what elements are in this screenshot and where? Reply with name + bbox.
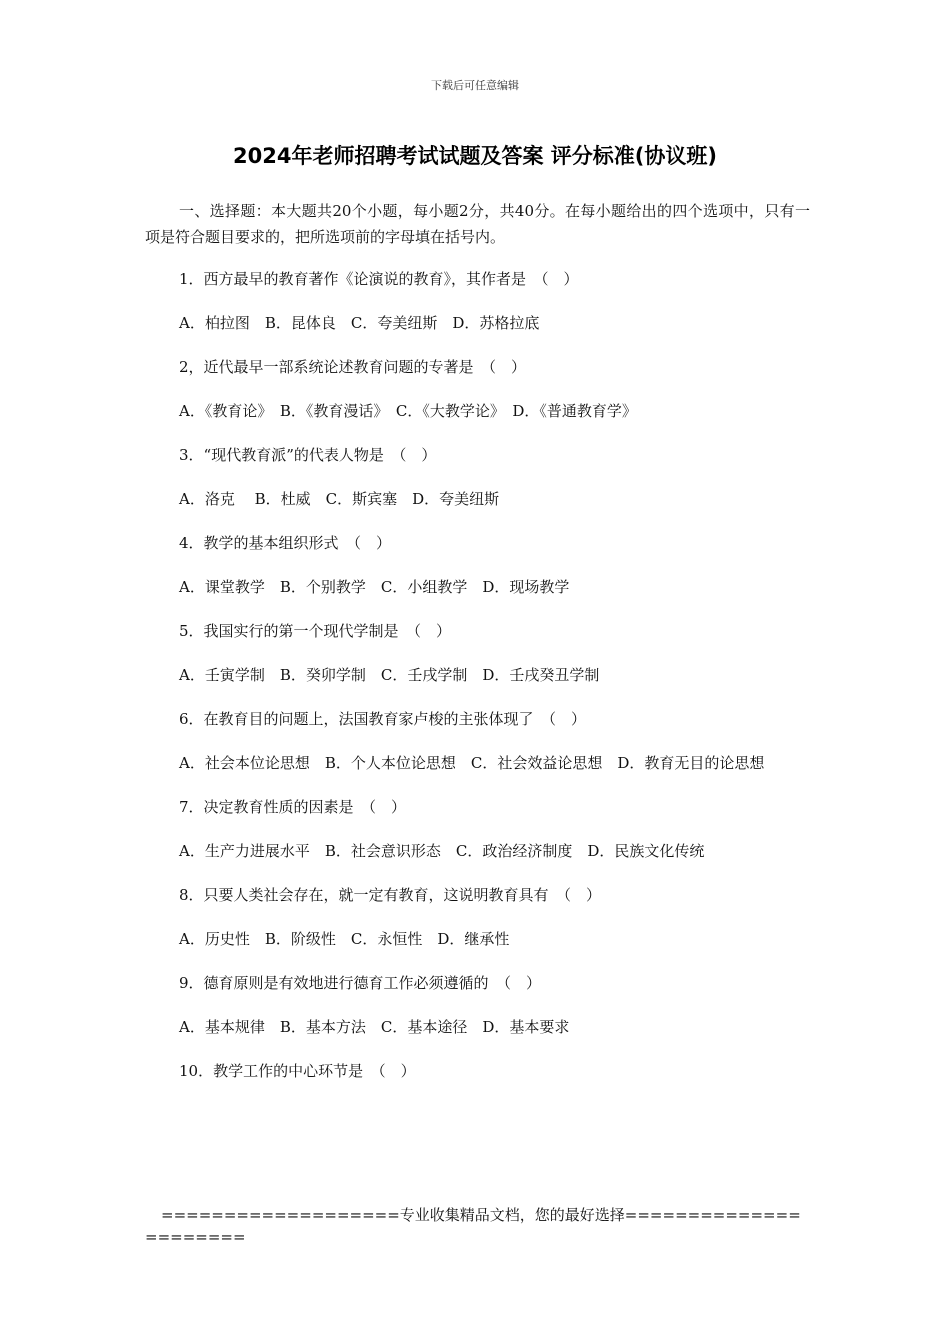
question-2-options: A．《教育论》 B．《教育漫话》 C．《大教学论》 D．《普通教育学》: [179, 402, 637, 420]
question-7-options: A．生产力进展水平 B．社会意识形态 C．政治经济制度 D．民族文化传统: [179, 842, 705, 860]
question-10-stem: 10．教学工作的中心环节是 （ ）: [179, 1062, 416, 1080]
question-6-options: A．社会本位论思想 B．个人本位论思想 C．社会效益论思想 D．教育无目的论思想: [179, 754, 765, 772]
question-8-stem: 8．只要人类社会存在，就一定有教育，这说明教育具有 （ ）: [179, 886, 602, 904]
question-4-stem: 4．教学的基本组织形式 （ ）: [179, 534, 392, 552]
question-1-stem: 1．西方最早的教育著作《论演说的教育》，其作者是 （ ）: [179, 270, 579, 288]
section-intro: 一、选择题：本大题共20个小题，每小题2分，共40分。在每小题给出的四个选项中，只有一项是符合题目要求的，把所选项前的字母填在括号内。: [145, 202, 810, 246]
question-6-stem: 6．在教育目的问题上，法国教育家卢梭的主张体现了 （ ）: [179, 710, 587, 728]
question-9-options: A．基本规律 B．基本方法 C．基本途径 D．基本要求: [179, 1018, 570, 1036]
question-5-options: A．壬寅学制 B．癸卯学制 C．壬戌学制 D．壬戌癸丑学制: [179, 666, 600, 684]
question-1-options: A．柏拉图 B．昆体良 C．夸美纽斯 D．苏格拉底: [179, 314, 540, 332]
document-title: 2024年老师招聘考试试题及答案 评分标准(协议班): [233, 144, 717, 168]
header-note: 下载后可任意编辑: [431, 79, 519, 92]
question-2-stem: 2，近代最早一部系统论述教育问题的专著是 （ ）: [179, 358, 527, 376]
document-body: [145, 198, 810, 1102]
question-8-options: A．历史性 B．阶级性 C．永恒性 D．继承性: [179, 930, 510, 948]
question-7-stem: 7．决定教育性质的因素是 （ ）: [179, 798, 407, 816]
question-3-options: A．洛克 B．杜威 C．斯宾塞 D．夸美纽斯: [179, 490, 500, 508]
question-4-options: A．课堂教学 B．个别教学 C．小组教学 D．现场教学: [179, 578, 570, 596]
footer-note: ===================专业收集精品文档，您的最好选择======================: [145, 1206, 801, 1246]
question-3-stem: 3．“现代教育派”的代表人物是 （ ）: [179, 446, 437, 464]
question-9-stem: 9．德育原则是有效地进行德育工作必须遵循的 （ ）: [179, 974, 542, 992]
question-5-stem: 5．我国实行的第一个现代学制是 （ ）: [179, 622, 452, 640]
